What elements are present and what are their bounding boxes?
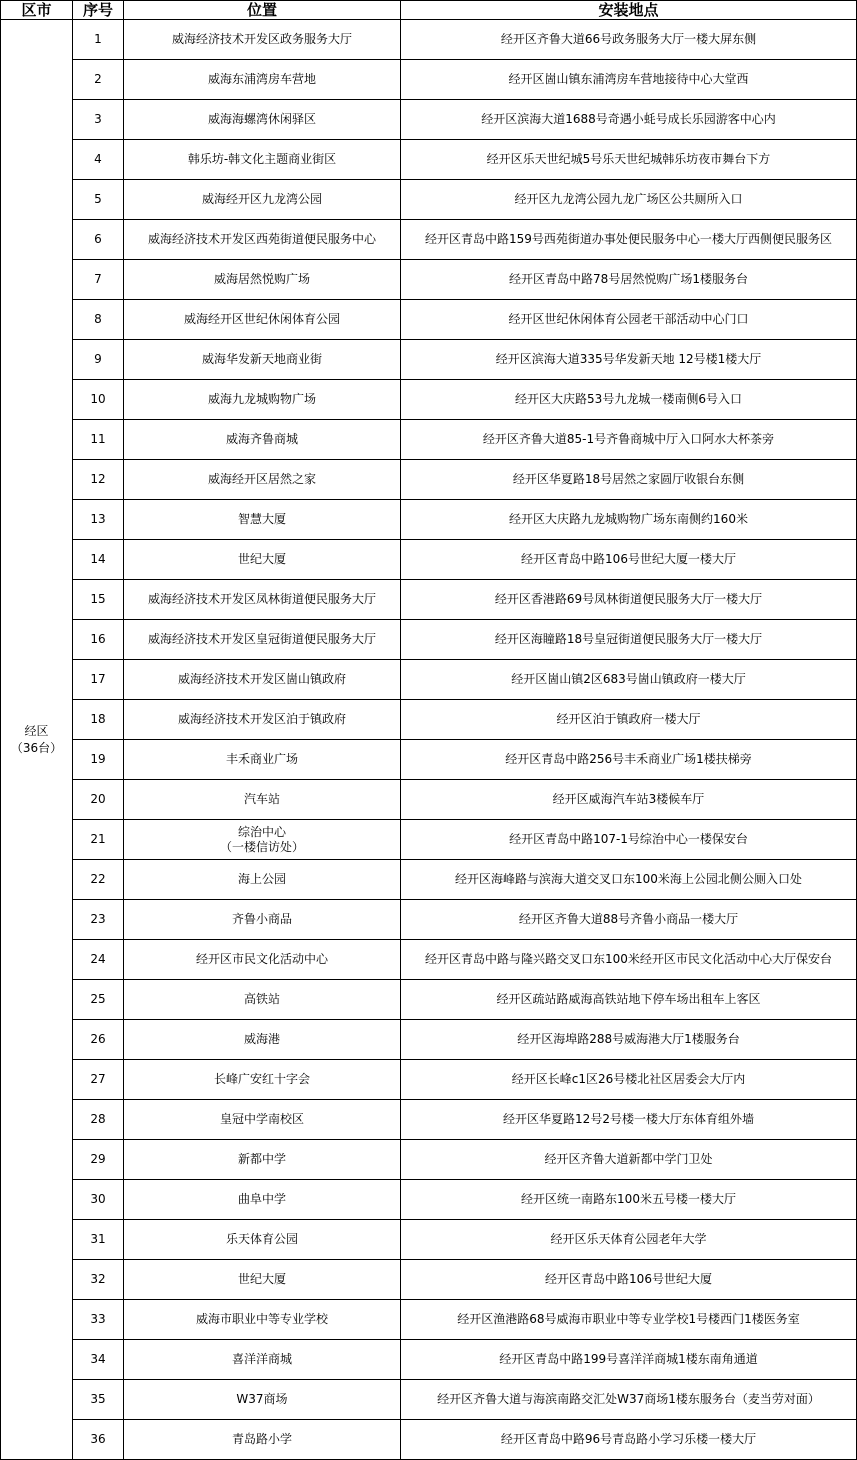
row-position: 威海居然悦购广场	[124, 260, 401, 300]
row-install-site: 经开区齐鲁大道与海滨南路交汇处W37商场1楼东服务台（麦当劳对面）	[401, 1380, 857, 1420]
row-install-site: 经开区崮山镇东浦湾房车营地接待中心大堂西	[401, 60, 857, 100]
row-number: 8	[73, 300, 124, 340]
row-number: 27	[73, 1060, 124, 1100]
row-install-site: 经开区威海汽车站3楼候车厅	[401, 780, 857, 820]
row-install-site: 经开区疏站路威海高铁站地下停车场出租车上客区	[401, 980, 857, 1020]
row-install-site: 经开区华夏路12号2号楼一楼大厅东体育组外墙	[401, 1100, 857, 1140]
row-install-site: 经开区青岛中路106号世纪大厦	[401, 1260, 857, 1300]
table-row	[1, 620, 857, 660]
row-number: 2	[73, 60, 124, 100]
table-row	[1, 100, 857, 140]
city-cell	[1, 20, 73, 1460]
row-install-site: 经开区九龙湾公园九龙广场区公共厕所入口	[401, 180, 857, 220]
header-row	[1, 1, 857, 20]
row-number: 15	[73, 580, 124, 620]
row-position: 韩乐坊-韩文化主题商业街区	[124, 140, 401, 180]
row-install-site: 经开区滨海大道1688号奇遇小蚝号成长乐园游客中心内	[401, 100, 857, 140]
row-number: 30	[73, 1180, 124, 1220]
table-row	[1, 1380, 857, 1420]
row-number: 36	[73, 1420, 124, 1460]
row-number: 26	[73, 1020, 124, 1060]
row-position	[124, 820, 401, 860]
row-position: 威海经济技术开发区政务服务大厅	[124, 20, 401, 60]
row-position-note: （一楼信访处）	[219, 839, 304, 854]
row-position: 威海经济技术开发区凤林街道便民服务大厅	[124, 580, 401, 620]
header-install-site: 安装地点	[401, 1, 857, 20]
row-install-site: 经开区齐鲁大道88号齐鲁小商品一楼大厅	[401, 900, 857, 940]
table-row	[1, 780, 857, 820]
row-position: 威海齐鲁商城	[124, 420, 401, 460]
row-number: 7	[73, 260, 124, 300]
row-number: 12	[73, 460, 124, 500]
row-number: 25	[73, 980, 124, 1020]
row-position: 威海市职业中等专业学校	[124, 1300, 401, 1340]
row-install-site: 经开区青岛中路96号青岛路小学习乐楼一楼大厅	[401, 1420, 857, 1460]
row-position: 丰禾商业广场	[124, 740, 401, 780]
row-position: 海上公园	[124, 860, 401, 900]
table-row	[1, 580, 857, 620]
row-position: 曲阜中学	[124, 1180, 401, 1220]
table-row	[1, 900, 857, 940]
row-position: W37商场	[124, 1380, 401, 1420]
table-row	[1, 740, 857, 780]
row-install-site: 经开区青岛中路78号居然悦购广场1楼服务台	[401, 260, 857, 300]
row-position: 新都中学	[124, 1140, 401, 1180]
row-install-site: 经开区大庆路53号九龙城一楼南侧6号入口	[401, 380, 857, 420]
row-install-site: 经开区大庆路九龙城购物广场东南侧约160米	[401, 500, 857, 540]
row-number: 14	[73, 540, 124, 580]
row-install-site: 经开区崮山镇2区683号崮山镇政府一楼大厅	[401, 660, 857, 700]
table-row	[1, 980, 857, 1020]
row-install-site: 经开区齐鲁大道66号政务服务大厅一楼大屏东侧	[401, 20, 857, 60]
row-position: 皇冠中学南校区	[124, 1100, 401, 1140]
header-city: 区市	[1, 1, 73, 20]
table-row	[1, 1020, 857, 1060]
row-position: 威海经开区世纪休闲体育公园	[124, 300, 401, 340]
table-row	[1, 1220, 857, 1260]
table-row	[1, 460, 857, 500]
row-number: 21	[73, 820, 124, 860]
table-row	[1, 180, 857, 220]
row-install-site: 经开区滨海大道335号华发新天地 12号楼1楼大厅	[401, 340, 857, 380]
row-install-site: 经开区青岛中路106号世纪大厦一楼大厅	[401, 540, 857, 580]
row-position: 威海经济技术开发区西苑街道便民服务中心	[124, 220, 401, 260]
table-row	[1, 1340, 857, 1380]
row-position: 喜洋洋商城	[124, 1340, 401, 1380]
table-row	[1, 1140, 857, 1180]
row-number: 9	[73, 340, 124, 380]
table-row	[1, 20, 857, 60]
row-position: 乐天体育公园	[124, 1220, 401, 1260]
row-position: 齐鲁小商品	[124, 900, 401, 940]
row-number: 31	[73, 1220, 124, 1260]
table-row	[1, 1260, 857, 1300]
table-row	[1, 940, 857, 980]
row-install-site: 经开区华夏路18号居然之家圆厅收银台东侧	[401, 460, 857, 500]
row-position: 世纪大厦	[124, 540, 401, 580]
row-position: 经开区市民文化活动中心	[124, 940, 401, 980]
table-row	[1, 1180, 857, 1220]
row-number: 22	[73, 860, 124, 900]
row-number: 35	[73, 1380, 124, 1420]
row-number: 24	[73, 940, 124, 980]
row-position: 威海港	[124, 1020, 401, 1060]
row-position: 智慧大厦	[124, 500, 401, 540]
row-position: 威海海螺湾休闲驿区	[124, 100, 401, 140]
row-number: 6	[73, 220, 124, 260]
row-install-site: 经开区青岛中路107-1号综治中心一楼保安台	[401, 820, 857, 860]
row-number: 28	[73, 1100, 124, 1140]
row-position-line: 综治中心	[237, 824, 286, 839]
table-row	[1, 1060, 857, 1100]
row-install-site: 经开区世纪休闲体育公园老干部活动中心门口	[401, 300, 857, 340]
row-position: 长峰广安红十字会	[124, 1060, 401, 1100]
row-number: 16	[73, 620, 124, 660]
city-count: （36台）	[10, 740, 63, 755]
row-install-site: 经开区乐天体育公园老年大学	[401, 1220, 857, 1260]
header-number: 序号	[73, 1, 124, 20]
table-row	[1, 220, 857, 260]
table-row	[1, 420, 857, 460]
row-position: 威海九龙城购物广场	[124, 380, 401, 420]
row-install-site: 经开区泊于镇政府一楼大厅	[401, 700, 857, 740]
row-number: 20	[73, 780, 124, 820]
row-number: 3	[73, 100, 124, 140]
table-row	[1, 500, 857, 540]
row-position: 威海经济技术开发区泊于镇政府	[124, 700, 401, 740]
row-position: 青岛路小学	[124, 1420, 401, 1460]
table-row	[1, 1420, 857, 1460]
table-row	[1, 60, 857, 100]
row-install-site: 经开区渔港路68号威海市职业中等专业学校1号楼西门1楼医务室	[401, 1300, 857, 1340]
row-install-site: 经开区乐天世纪城5号乐天世纪城韩乐坊夜市舞台下方	[401, 140, 857, 180]
row-install-site: 经开区齐鲁大道新都中学门卫处	[401, 1140, 857, 1180]
row-number: 4	[73, 140, 124, 180]
row-number: 17	[73, 660, 124, 700]
row-number: 5	[73, 180, 124, 220]
table-row	[1, 300, 857, 340]
row-position: 威海东浦湾房车营地	[124, 60, 401, 100]
table-row	[1, 340, 857, 380]
table-row	[1, 820, 857, 860]
row-install-site: 经开区青岛中路199号喜洋洋商城1楼东南角通道	[401, 1340, 857, 1380]
table-row	[1, 1100, 857, 1140]
table-row	[1, 860, 857, 900]
table-row	[1, 700, 857, 740]
row-install-site: 经开区青岛中路159号西苑街道办事处便民服务中心一楼大厅西侧便民服务区	[401, 220, 857, 260]
row-number: 34	[73, 1340, 124, 1380]
city-name: 经区	[24, 723, 49, 738]
row-install-site: 经开区齐鲁大道85-1号齐鲁商城中厅入口阿水大杯茶旁	[401, 420, 857, 460]
row-number: 1	[73, 20, 124, 60]
row-install-site: 经开区青岛中路与隆兴路交叉口东100米经开区市民文化活动中心大厅保安台	[401, 940, 857, 980]
row-position: 世纪大厦	[124, 1260, 401, 1300]
row-position: 威海经开区居然之家	[124, 460, 401, 500]
row-install-site: 经开区海埠路288号威海港大厅1楼服务台	[401, 1020, 857, 1060]
row-number: 32	[73, 1260, 124, 1300]
table-row	[1, 1300, 857, 1340]
table-row	[1, 140, 857, 180]
row-number: 23	[73, 900, 124, 940]
row-install-site: 经开区长峰c1区26号楼北社区居委会大厅内	[401, 1060, 857, 1100]
row-number: 13	[73, 500, 124, 540]
row-install-site: 经开区统一南路东100米五号楼一楼大厅	[401, 1180, 857, 1220]
table-row	[1, 540, 857, 580]
row-install-site: 经开区香港路69号凤林街道便民服务大厅一楼大厅	[401, 580, 857, 620]
row-number: 29	[73, 1140, 124, 1180]
row-position: 威海经开区九龙湾公园	[124, 180, 401, 220]
row-position: 高铁站	[124, 980, 401, 1020]
row-position: 威海经济技术开发区皇冠街道便民服务大厅	[124, 620, 401, 660]
row-position: 威海经济技术开发区崮山镇政府	[124, 660, 401, 700]
table-row	[1, 660, 857, 700]
row-install-site: 经开区海峰路与滨海大道交叉口东100米海上公园北侧公厕入口处	[401, 860, 857, 900]
table-row	[1, 260, 857, 300]
row-number: 11	[73, 420, 124, 460]
header-position: 位置	[124, 1, 401, 20]
table-body	[1, 20, 857, 1460]
row-number: 18	[73, 700, 124, 740]
row-number: 10	[73, 380, 124, 420]
row-install-site: 经开区海瞳路18号皇冠街道便民服务大厅一楼大厅	[401, 620, 857, 660]
row-install-site: 经开区青岛中路256号丰禾商业广场1楼扶梯旁	[401, 740, 857, 780]
row-number: 19	[73, 740, 124, 780]
row-position: 威海华发新天地商业街	[124, 340, 401, 380]
row-number: 33	[73, 1300, 124, 1340]
row-position: 汽车站	[124, 780, 401, 820]
table-row	[1, 380, 857, 420]
